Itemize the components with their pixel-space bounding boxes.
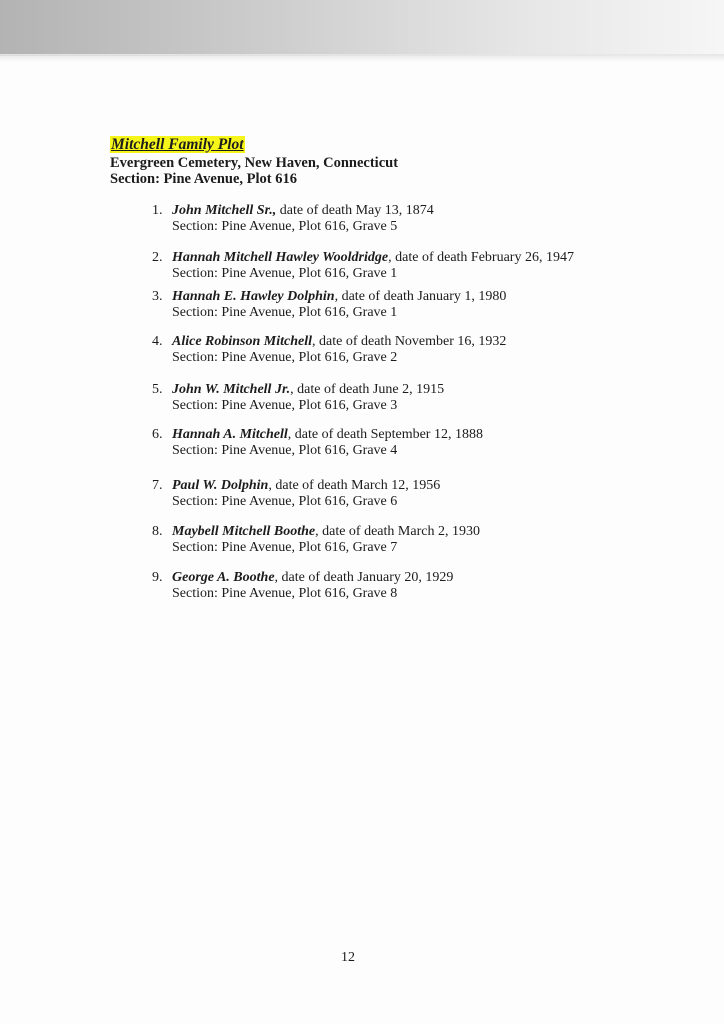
person-name: Paul W. Dolphin [172,478,269,493]
grave-location: Section: Pine Avenue, Plot 616, Grave 1 [172,265,398,281]
item-number: 6. [152,427,163,442]
page-number: 12 [341,950,355,965]
death-date: , date of death March 12, 1956 [268,478,441,493]
person-name: John Mitchell Sr., [172,203,277,218]
person-name: Hannah Mitchell Hawley Wooldridge [172,250,389,265]
item-number: 8. [152,524,163,539]
grave-location: Section: Pine Avenue, Plot 616, Grave 7 [172,539,398,555]
grave-location: Section: Pine Avenue, Plot 616, Grave 2 [172,349,398,365]
grave-location: Section: Pine Avenue, Plot 616, Grave 5 [172,218,398,234]
grave-location: Section: Pine Avenue, Plot 616, Grave 3 [172,397,398,413]
item-number: 5. [152,382,163,397]
grave-location: Section: Pine Avenue, Plot 616, Grave 4 [172,442,398,458]
item-number: 4. [152,334,163,349]
person-name: Hannah A. Mitchell [172,427,288,442]
page-title: Mitchell Family Plot [111,136,244,153]
person-name: George A. Boothe [172,570,275,585]
death-date: , date of death February 26, 1947 [388,250,574,265]
person-name: Maybell Mitchell Boothe [172,524,316,539]
death-date: , date of death January 1, 1980 [334,289,507,304]
item-number: 9. [152,570,163,585]
item-number: 2. [152,250,163,265]
scan-shadow [0,0,724,56]
death-date: , date of death November 16, 1932 [312,334,507,349]
item-number: 3. [152,289,163,304]
death-date: , date of death September 12, 1888 [287,427,483,442]
grave-location: Section: Pine Avenue, Plot 616, Grave 6 [172,493,398,509]
person-name: Alice Robinson Mitchell [172,334,313,349]
death-date: date of death May 13, 1874 [276,203,434,218]
section-line: Section: Pine Avenue, Plot 616 [110,171,298,187]
death-date: , date of death March 2, 1930 [315,524,480,539]
item-number: 7. [152,478,163,493]
person-name: John W. Mitchell Jr. [172,382,291,397]
cemetery-line: Evergreen Cemetery, New Haven, Connecticut [110,155,399,171]
death-date: , date of death January 20, 1929 [274,570,454,585]
grave-location: Section: Pine Avenue, Plot 616, Grave 8 [172,585,398,601]
item-number: 1. [152,203,163,218]
person-name: Hannah E. Hawley Dolphin [172,289,335,304]
death-date: , date of death June 2, 1915 [290,382,445,397]
grave-location: Section: Pine Avenue, Plot 616, Grave 1 [172,304,398,320]
